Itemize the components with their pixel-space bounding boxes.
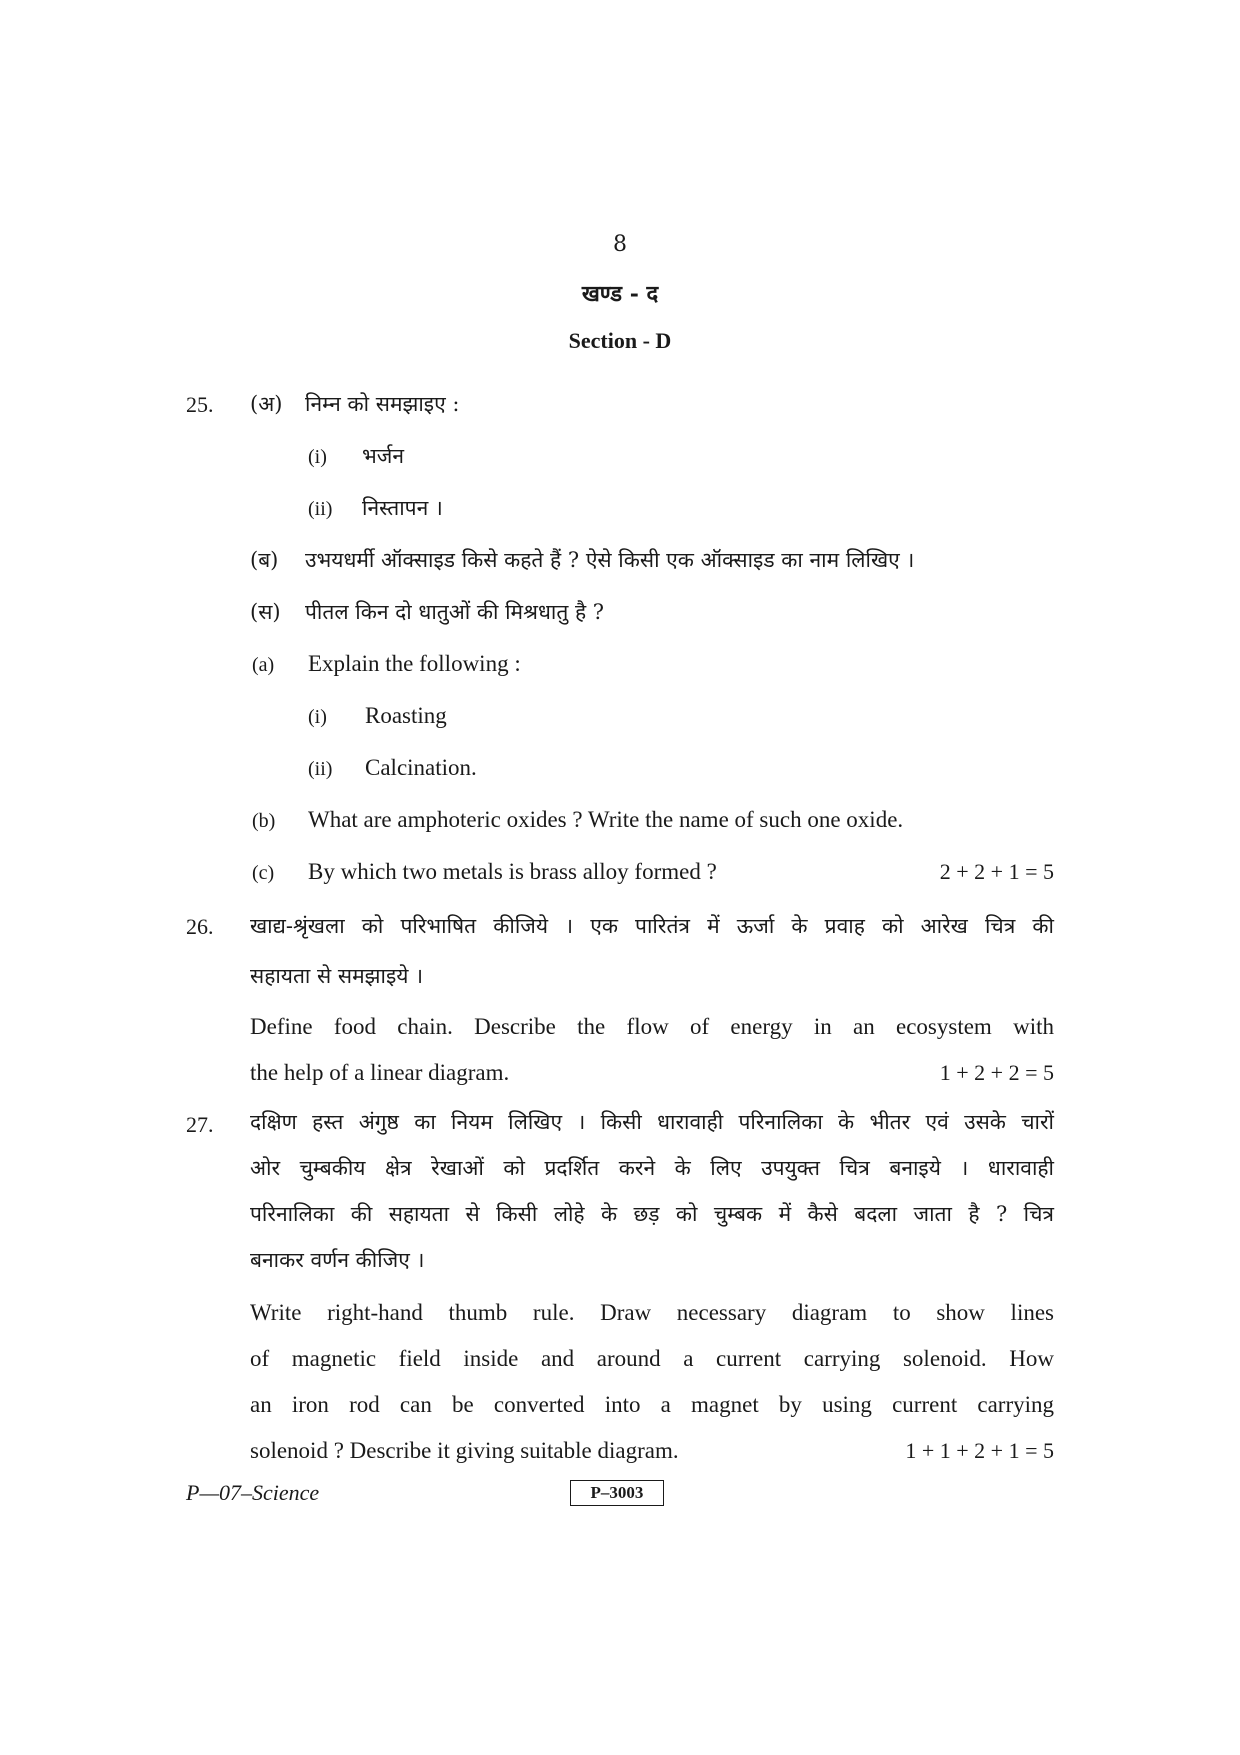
q25-b-hindi-text: उभयधर्मी ऑक्साइड किसे कहते हैं ? ऐसे किसी एक ऑक्साइड का नाम लिखिए । — [305, 548, 915, 572]
q25-marks: 2 + 2 + 1 = 5 — [939, 859, 1054, 884]
q25-ii-hindi-text: निस्तापन । — [362, 496, 443, 520]
q25-a-hindi-text: निम्न को समझाइए : — [305, 392, 460, 416]
q25-b-hindi-label: (ब) — [250, 548, 279, 572]
q27-hindi-line-4: बनाकर वर्णन कीजिए । — [250, 1248, 425, 1272]
q25-ii-english-label: (ii) — [308, 758, 333, 780]
q25-c-english-text: By which two metals is brass alloy formed ? — [308, 859, 717, 884]
q25-a-english-text: Explain the following : — [308, 651, 521, 676]
q27-english-line-2: of magnetic field inside and around a current carrying solenoid. How — [250, 1346, 1054, 1371]
q27-english-line-3: an iron rod can be converted into a magnet by using current carrying — [250, 1392, 1054, 1417]
q27-marks: 1 + 1 + 2 + 1 = 5 — [905, 1438, 1054, 1463]
q27-english-line-1: Write right-hand thumb rule. Draw necessary diagram to show lines — [250, 1300, 1054, 1325]
q25-i-hindi-label: (i) — [308, 446, 327, 468]
q25-b-english-text: What are amphoteric oxides ? Write the name of such one oxide. — [308, 807, 904, 832]
q25-ii-english-text: Calcination. — [365, 755, 477, 780]
q27-hindi-line-3: परिनालिका की सहायता से किसी लोहे के छड़ को चुम्बक में कैसे बदला जाता है ? चित्र — [250, 1202, 1054, 1226]
q27-hindi-line-1: दक्षिण हस्त अंगुष्ठ का नियम लिखिए । किसी धारावाही परिनालिका के भीतर एवं उसके चारों — [250, 1110, 1054, 1134]
page-number: 8 — [613, 232, 627, 257]
q26-hindi-line-2: सहायता से समझाइये । — [250, 964, 424, 988]
q25-b-english-label: (b) — [252, 810, 276, 832]
q26-hindi-line-1: खाद्य-श्रृंखला को परिभाषित कीजिये । एक पारितंत्र में ऊर्जा के प्रवाह को आरेख चित्र की — [250, 914, 1054, 938]
q25-i-english-label: (i) — [308, 706, 327, 728]
q25-a-hindi-label: (अ) — [250, 392, 283, 416]
question-27-number: 27. — [186, 1112, 214, 1137]
q26-marks: 1 + 2 + 2 = 5 — [939, 1060, 1054, 1085]
question-26-number: 26. — [186, 914, 214, 939]
q27-english-line-4: solenoid ? Describe it giving suitable diagram. — [250, 1438, 679, 1463]
q25-a-english-label: (a) — [252, 654, 275, 676]
q27-hindi-line-2: ओर चुम्बकीय क्षेत्र रेखाओं को प्रदर्शित करने के लिए उपयुक्त चित्र बनाइये । धारावाही — [250, 1156, 1054, 1180]
q25-c-english-label: (c) — [252, 862, 275, 884]
q26-english-line-2: the help of a linear diagram. — [250, 1060, 510, 1085]
q25-ii-hindi-label: (ii) — [308, 498, 333, 520]
section-title-english: Section - D — [568, 328, 672, 353]
q25-c-hindi-text: पीतल किन दो धातुओं की मिश्रधातु है ? — [305, 600, 605, 624]
footer-paper-code: P—07–Science — [186, 1480, 320, 1505]
section-title-hindi: खण्ड - द — [581, 281, 659, 307]
question-25-number: 25. — [186, 392, 214, 417]
q25-i-hindi-text: भर्जन — [362, 444, 404, 468]
q25-c-hindi-label: (स) — [250, 600, 281, 624]
q25-i-english-text: Roasting — [365, 703, 447, 728]
q26-english-line-1: Define food chain. Describe the flow of energy in an ecosystem with — [250, 1014, 1054, 1039]
footer-code-box: P–3003 — [570, 1480, 664, 1506]
